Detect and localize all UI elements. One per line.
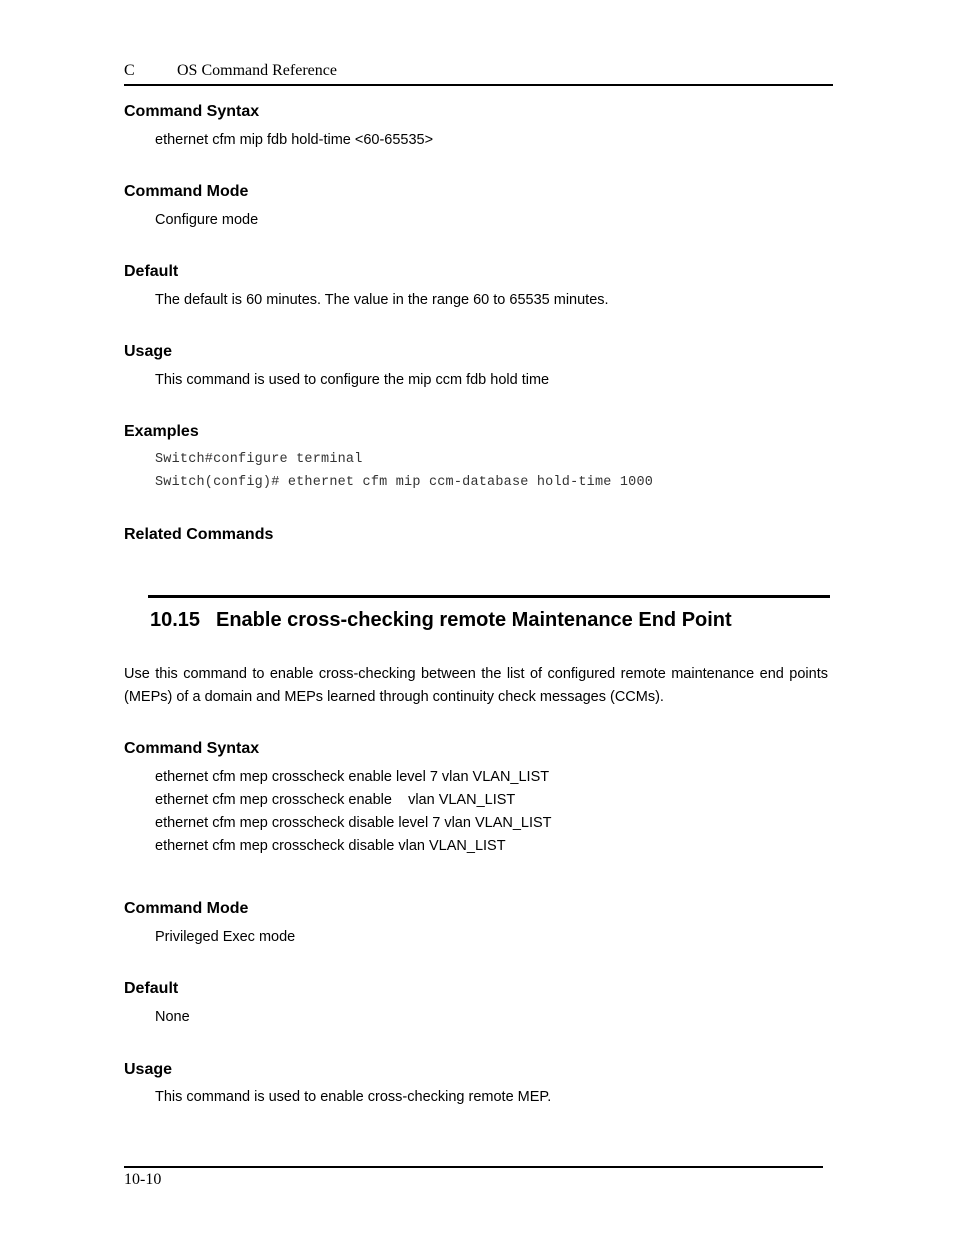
- footer-divider: [124, 1166, 823, 1168]
- section-title: [150, 609, 732, 632]
- syntax-line: ethernet cfm mep crosscheck disable level 7 vlan VLAN_LIST: [155, 815, 552, 831]
- section-title-text: Enable cross-checking remote Maintenance End Point: [216, 609, 732, 631]
- usage-heading: Usage: [124, 1061, 173, 1078]
- prev-mode-text: Configure mode: [155, 212, 259, 228]
- section-number: 10.15: [150, 609, 201, 631]
- prev-default-text: The default is 60 minutes. The value in the range 60 to 65535 minutes.: [155, 292, 609, 308]
- example-code-line: Switch(config)# ethernet cfm mip ccm-database hold-time 1000: [155, 475, 654, 490]
- header-title: OS Command Reference: [177, 62, 337, 79]
- page-number: 10-10: [124, 1171, 162, 1188]
- syntax-line: ethernet cfm mep crosscheck enable level 7 vlan VLAN_LIST: [155, 769, 550, 785]
- prev-default-heading: Default: [124, 263, 179, 280]
- prev-usage-text: This command is used to configure the mip ccm fdb hold time: [155, 372, 550, 388]
- prev-mode-heading: Command Mode: [124, 183, 249, 200]
- syntax-line: ethernet cfm mep crosscheck enable vlan VLAN_LIST: [155, 792, 516, 808]
- syntax-line: ethernet cfm mep crosscheck disable vlan VLAN_LIST: [155, 838, 506, 854]
- header-chapter-letter: C: [124, 62, 135, 79]
- prev-examples-heading: Examples: [124, 423, 199, 440]
- example-code-line: Switch#configure terminal: [155, 452, 363, 467]
- default-text: None: [155, 1009, 190, 1025]
- default-heading: Default: [124, 980, 179, 997]
- section-description: Use this command to enable cross-checking between the list of configured remote maintenance end points (MEPs) of a domain and MEPs learned through continuity check messages (CCMs).: [124, 666, 828, 705]
- usage-text: This command is used to enable cross-checking remote MEP.: [155, 1089, 552, 1105]
- prev-related-heading: Related Commands: [124, 526, 274, 543]
- prev-syntax-heading: Command Syntax: [124, 103, 260, 120]
- mode-text: Privileged Exec mode: [155, 929, 296, 945]
- prev-syntax-line: ethernet cfm mip fdb hold-time <60-65535>: [155, 132, 434, 148]
- mode-heading: Command Mode: [124, 900, 249, 917]
- header-divider: [124, 84, 833, 86]
- syntax-heading: Command Syntax: [124, 740, 260, 757]
- section-divider: [148, 595, 830, 598]
- prev-usage-heading: Usage: [124, 343, 173, 360]
